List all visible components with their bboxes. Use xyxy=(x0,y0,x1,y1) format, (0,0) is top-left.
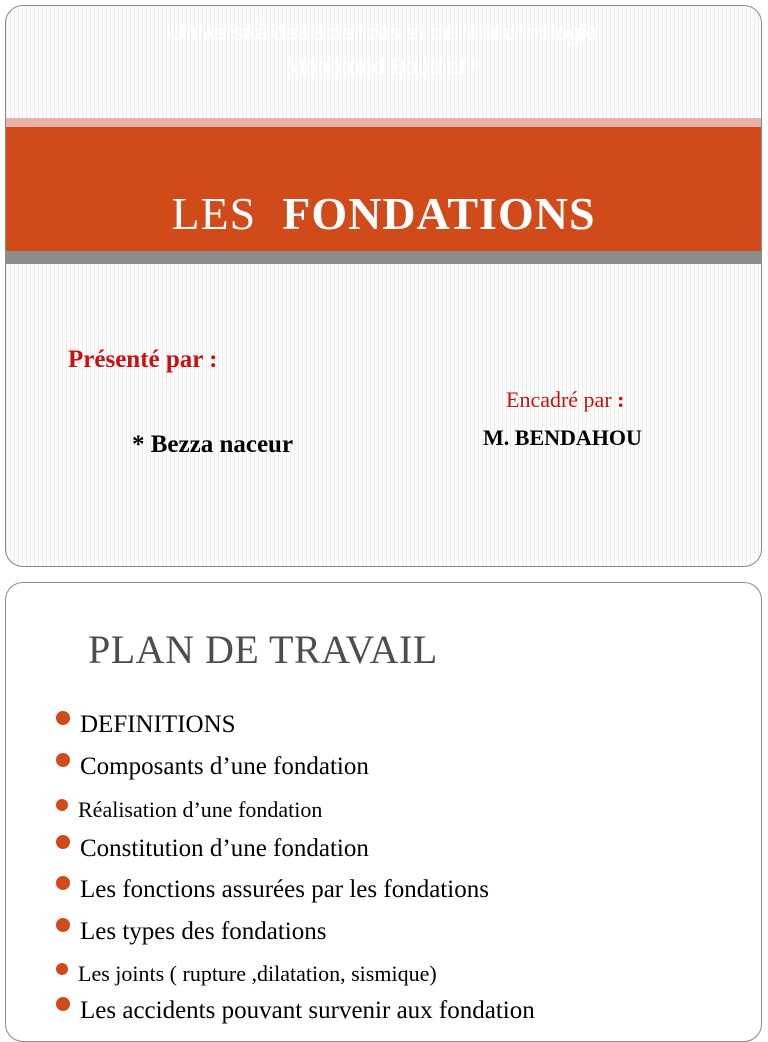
list-item-text: Constitution d’une fondation xyxy=(80,835,369,862)
list-item xyxy=(56,997,535,1025)
slide-title xyxy=(6,188,761,240)
university-caption-line-1: Université des sciences et de la technologie xyxy=(169,20,598,45)
list-item-text: Réalisation d’une fondation xyxy=(78,797,323,822)
plan-title: PLAN DE TRAVAIL xyxy=(88,627,438,672)
list-item xyxy=(56,918,326,946)
supervisor-name: M. BENDAHOU xyxy=(483,425,642,450)
university-caption-line-2: Mohamed Boudiaf * xyxy=(286,54,481,79)
plan-slide xyxy=(5,582,762,1042)
list-item xyxy=(56,711,236,739)
bullet-icon xyxy=(56,835,70,849)
title-band-bottom-stripe xyxy=(6,251,761,264)
list-item-text: Les joints ( rupture ,dilatation, sismique) xyxy=(78,961,437,986)
slide-title-les: LES xyxy=(171,188,257,239)
presenter-name: * Bezza naceur xyxy=(132,431,294,458)
bullet-icon xyxy=(56,753,70,767)
slide-title-fondations: FONDATIONS xyxy=(282,188,596,239)
supervised-by-colon: : xyxy=(617,387,625,412)
title-band-top-stripe xyxy=(6,118,761,127)
supervised-by-label xyxy=(506,387,624,413)
presented-by-label: Présenté par : xyxy=(68,346,218,373)
bullet-icon xyxy=(56,711,70,725)
list-item xyxy=(56,835,369,863)
list-item xyxy=(56,961,437,987)
list-item-text: DEFINITIONS xyxy=(80,711,236,738)
title-slide xyxy=(5,5,762,567)
list-item xyxy=(56,753,369,781)
list-item xyxy=(56,876,489,904)
university-caption xyxy=(6,16,761,84)
bullet-icon xyxy=(56,876,70,890)
list-item xyxy=(56,797,322,823)
bullet-icon xyxy=(56,963,68,975)
list-item-text: Les accidents pouvant survenir aux fondation xyxy=(80,997,535,1024)
list-item-text: Les types des fondations xyxy=(80,918,327,945)
bullet-icon xyxy=(56,997,70,1011)
supervised-by-text: Encadré par xyxy=(506,387,612,412)
list-item-text: Les fonctions assurées par les fondations xyxy=(80,876,489,903)
bullet-icon xyxy=(56,799,68,811)
list-item-text: Composants d’une fondation xyxy=(80,753,369,780)
bullet-icon xyxy=(56,918,70,932)
